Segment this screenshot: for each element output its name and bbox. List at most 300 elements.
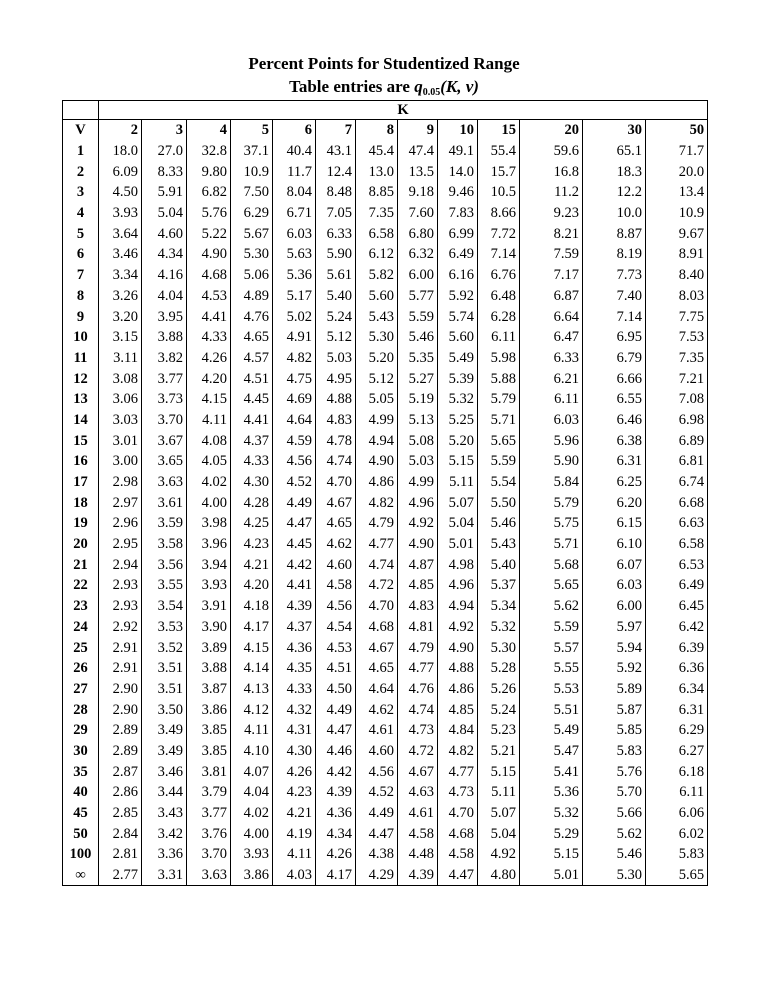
table-cell: 6.11: [478, 327, 520, 348]
table-cell: 3.73: [142, 389, 187, 410]
table-cell: 5.46: [478, 513, 520, 534]
table-cell: 4.47: [356, 823, 398, 844]
table-cell: 4.99: [398, 472, 438, 493]
v-value: 17: [63, 472, 99, 493]
table-cell: 5.30: [478, 637, 520, 658]
v-value: 30: [63, 741, 99, 762]
table-cell: 5.83: [646, 844, 708, 865]
table-cell: 4.34: [316, 823, 356, 844]
table-cell: 13.0: [356, 161, 398, 182]
v-value: 35: [63, 761, 99, 782]
k-column-header: 3: [142, 120, 187, 141]
table-row: [63, 823, 708, 844]
v-value: 29: [63, 720, 99, 741]
table-cell: 6.31: [583, 451, 646, 472]
table-cell: 65.1: [583, 141, 646, 162]
table-cell: 3.56: [142, 554, 187, 575]
table-cell: 6.48: [478, 286, 520, 307]
table-cell: 4.52: [273, 472, 316, 493]
table-row: [63, 720, 708, 741]
table-cell: 12.2: [583, 182, 646, 203]
table-row: [63, 596, 708, 617]
table-cell: 4.19: [273, 823, 316, 844]
table-cell: 4.39: [316, 782, 356, 803]
table-cell: 5.32: [520, 803, 583, 824]
table-cell: 4.53: [187, 286, 231, 307]
table-cell: 6.98: [646, 410, 708, 431]
table-cell: 5.04: [142, 203, 187, 224]
table-cell: 4.60: [316, 554, 356, 575]
table-cell: 4.85: [438, 699, 478, 720]
table-cell: 5.82: [356, 265, 398, 286]
table-cell: 6.49: [438, 244, 478, 265]
table-row: [63, 161, 708, 182]
table-cell: 4.74: [316, 451, 356, 472]
table-cell: 4.59: [273, 430, 316, 451]
table-cell: 4.02: [187, 472, 231, 493]
table-cell: 5.71: [478, 410, 520, 431]
table-row: [63, 286, 708, 307]
table-cell: 7.73: [583, 265, 646, 286]
table-cell: 4.26: [316, 844, 356, 865]
k-column-header: 6: [273, 120, 316, 141]
v-value: 2: [63, 161, 99, 182]
table-cell: 6.29: [646, 720, 708, 741]
table-cell: 4.47: [316, 720, 356, 741]
table-cell: 6.00: [398, 265, 438, 286]
table-cell: 4.86: [438, 679, 478, 700]
v-value: 100: [63, 844, 99, 865]
table-cell: 4.77: [398, 658, 438, 679]
table-cell: 9.46: [438, 182, 478, 203]
table-cell: 2.97: [99, 492, 142, 513]
table-cell: 7.05: [316, 203, 356, 224]
table-cell: 6.33: [316, 223, 356, 244]
table-cell: 9.23: [520, 203, 583, 224]
table-cell: 4.53: [316, 637, 356, 658]
table-cell: 3.88: [187, 658, 231, 679]
table-cell: 3.59: [142, 513, 187, 534]
table-cell: 4.02: [231, 803, 273, 824]
table-cell: 47.4: [398, 141, 438, 162]
k-column-header: 5: [231, 120, 273, 141]
table-cell: 3.93: [187, 575, 231, 596]
table-row: [63, 223, 708, 244]
table-cell: 4.37: [273, 617, 316, 638]
table-cell: 9.80: [187, 161, 231, 182]
table-cell: 5.35: [398, 348, 438, 369]
table-cell: 5.36: [520, 782, 583, 803]
table-cell: 2.90: [99, 699, 142, 720]
table-cell: 7.08: [646, 389, 708, 410]
table-cell: 4.94: [438, 596, 478, 617]
table-cell: 6.82: [187, 182, 231, 203]
table-cell: 6.45: [646, 596, 708, 617]
table-cell: 5.05: [356, 389, 398, 410]
table-cell: 4.80: [478, 865, 520, 886]
table-cell: 2.93: [99, 596, 142, 617]
table-cell: 4.28: [231, 492, 273, 513]
table-cell: 5.43: [356, 306, 398, 327]
table-cell: 6.07: [583, 554, 646, 575]
table-cell: 5.20: [438, 430, 478, 451]
table-cell: 4.04: [142, 286, 187, 307]
table-cell: 5.04: [478, 823, 520, 844]
table-cell: 5.27: [398, 368, 438, 389]
table-cell: 2.77: [99, 865, 142, 886]
table-cell: 4.29: [356, 865, 398, 886]
table-cell: 6.27: [646, 741, 708, 762]
table-cell: 5.15: [438, 451, 478, 472]
table-cell: 5.97: [583, 617, 646, 638]
table-cell: 4.36: [316, 803, 356, 824]
table-cell: 4.30: [273, 741, 316, 762]
table-cell: 7.59: [520, 244, 583, 265]
table-cell: 18.3: [583, 161, 646, 182]
table-cell: 5.59: [520, 617, 583, 638]
k-label: K: [99, 101, 708, 120]
table-cell: 43.1: [316, 141, 356, 162]
v-value: 25: [63, 637, 99, 658]
table-cell: 4.68: [356, 617, 398, 638]
table-cell: 4.61: [398, 803, 438, 824]
table-cell: 4.57: [231, 348, 273, 369]
table-row: [63, 410, 708, 431]
k-column-header: 15: [478, 120, 520, 141]
v-value: 8: [63, 286, 99, 307]
subtitle-subscript: 0.05: [422, 87, 441, 98]
table-cell: 4.49: [356, 803, 398, 824]
table-row: [63, 203, 708, 224]
table-cell: 4.56: [356, 761, 398, 782]
table-cell: 6.31: [646, 699, 708, 720]
table-cell: 4.30: [231, 472, 273, 493]
table-cell: 4.05: [187, 451, 231, 472]
v-value: 21: [63, 554, 99, 575]
table-cell: 4.04: [231, 782, 273, 803]
table-cell: 5.70: [583, 782, 646, 803]
table-cell: 10.0: [583, 203, 646, 224]
table-cell: 4.26: [273, 761, 316, 782]
table-cell: 7.75: [646, 306, 708, 327]
table-cell: 45.4: [356, 141, 398, 162]
table-cell: 3.98: [187, 513, 231, 534]
v-value: 5: [63, 223, 99, 244]
table-cell: 5.71: [520, 534, 583, 555]
table-cell: 4.14: [231, 658, 273, 679]
table-cell: 4.78: [316, 430, 356, 451]
table-cell: 4.33: [231, 451, 273, 472]
table-cell: 4.10: [231, 741, 273, 762]
table-row: [63, 534, 708, 555]
table-cell: 4.95: [316, 368, 356, 389]
table-cell: 6.03: [583, 575, 646, 596]
table-cell: 5.65: [478, 430, 520, 451]
table-cell: 3.36: [142, 844, 187, 865]
table-cell: 6.58: [646, 534, 708, 555]
table-cell: 4.74: [398, 699, 438, 720]
table-cell: 4.69: [273, 389, 316, 410]
table-cell: 5.67: [231, 223, 273, 244]
k-column-header: 50: [646, 120, 708, 141]
table-cell: 5.39: [438, 368, 478, 389]
table-cell: 2.89: [99, 720, 142, 741]
table-cell: 4.00: [187, 492, 231, 513]
table-cell: 18.0: [99, 141, 142, 162]
table-row: [63, 451, 708, 472]
table-cell: 5.77: [398, 286, 438, 307]
table-row: [63, 699, 708, 720]
v-value: 11: [63, 348, 99, 369]
table-cell: 49.1: [438, 141, 478, 162]
table-cell: 3.03: [99, 410, 142, 431]
table-cell: 3.96: [187, 534, 231, 555]
table-cell: 4.92: [398, 513, 438, 534]
table-cell: 5.90: [316, 244, 356, 265]
table-row: [63, 368, 708, 389]
table-cell: 5.91: [142, 182, 187, 203]
table-cell: 14.0: [438, 161, 478, 182]
table-cell: 4.86: [356, 472, 398, 493]
table-cell: 5.15: [478, 761, 520, 782]
table-cell: 3.55: [142, 575, 187, 596]
page-title: Percent Points for Studentized Range: [248, 54, 520, 73]
table-cell: 8.85: [356, 182, 398, 203]
table-cell: 3.43: [142, 803, 187, 824]
table-cell: 13.5: [398, 161, 438, 182]
table-cell: 6.99: [438, 223, 478, 244]
table-cell: 4.83: [398, 596, 438, 617]
table-cell: 2.84: [99, 823, 142, 844]
table-cell: 4.16: [142, 265, 187, 286]
table-cell: 3.86: [231, 865, 273, 886]
v-value: 7: [63, 265, 99, 286]
table-cell: 5.19: [398, 389, 438, 410]
table-cell: 5.51: [520, 699, 583, 720]
table-cell: 3.85: [187, 720, 231, 741]
table-cell: 37.1: [231, 141, 273, 162]
table-cell: 6.11: [646, 782, 708, 803]
table-cell: 2.98: [99, 472, 142, 493]
table-cell: 5.32: [438, 389, 478, 410]
table-cell: 3.49: [142, 720, 187, 741]
table-cell: 5.66: [583, 803, 646, 824]
table-cell: 11.7: [273, 161, 316, 182]
table-cell: 4.60: [356, 741, 398, 762]
table-cell: 4.15: [231, 637, 273, 658]
table-cell: 10.9: [646, 203, 708, 224]
table-cell: 6.34: [646, 679, 708, 700]
table-cell: 6.20: [583, 492, 646, 513]
table-cell: 5.76: [583, 761, 646, 782]
table-cell: 2.96: [99, 513, 142, 534]
table-row: [63, 865, 708, 886]
table-cell: 4.42: [316, 761, 356, 782]
table-cell: 5.49: [438, 348, 478, 369]
table-cell: 4.36: [273, 637, 316, 658]
table-cell: 4.90: [438, 637, 478, 658]
table-cell: 8.48: [316, 182, 356, 203]
table-cell: 4.48: [398, 844, 438, 865]
table-cell: 3.51: [142, 679, 187, 700]
table-row: [63, 637, 708, 658]
table-cell: 6.74: [646, 472, 708, 493]
v-value: 9: [63, 306, 99, 327]
k-column-header: 30: [583, 120, 646, 141]
table-row: [63, 844, 708, 865]
table-cell: 4.58: [316, 575, 356, 596]
table-cell: 6.33: [520, 348, 583, 369]
table-cell: 6.55: [583, 389, 646, 410]
table-row: [63, 348, 708, 369]
table-cell: 2.90: [99, 679, 142, 700]
table-cell: 4.84: [438, 720, 478, 741]
table-cell: 3.58: [142, 534, 187, 555]
table-cell: 4.23: [231, 534, 273, 555]
table-cell: 5.30: [583, 865, 646, 886]
table-cell: 3.63: [142, 472, 187, 493]
table-cell: 4.49: [273, 492, 316, 513]
table-cell: 5.98: [478, 348, 520, 369]
table-cell: 4.96: [438, 575, 478, 596]
v-value: 12: [63, 368, 99, 389]
table-cell: 8.21: [520, 223, 583, 244]
table-cell: 5.61: [316, 265, 356, 286]
table-cell: 5.65: [520, 575, 583, 596]
v-value: 19: [63, 513, 99, 534]
table-cell: 2.81: [99, 844, 142, 865]
table-cell: 4.03: [273, 865, 316, 886]
table-cell: 7.50: [231, 182, 273, 203]
table-row: [63, 265, 708, 286]
table-cell: 2.85: [99, 803, 142, 824]
table-cell: 3.79: [187, 782, 231, 803]
k-column-header: 7: [316, 120, 356, 141]
table-cell: 5.13: [398, 410, 438, 431]
studentized-range-table: [62, 100, 708, 886]
table-cell: 6.63: [646, 513, 708, 534]
v-value: ∞: [63, 865, 99, 886]
table-cell: 2.87: [99, 761, 142, 782]
table-cell: 6.47: [520, 327, 583, 348]
table-cell: 4.41: [187, 306, 231, 327]
table-cell: 4.73: [398, 720, 438, 741]
table-cell: 4.07: [231, 761, 273, 782]
table-cell: 7.14: [478, 244, 520, 265]
table-cell: 4.82: [438, 741, 478, 762]
table-cell: 5.02: [273, 306, 316, 327]
table-cell: 6.16: [438, 265, 478, 286]
table-cell: 4.89: [231, 286, 273, 307]
table-cell: 7.21: [646, 368, 708, 389]
table-cell: 4.81: [398, 617, 438, 638]
table-cell: 5.62: [583, 823, 646, 844]
k-column-header: 10: [438, 120, 478, 141]
v-value: 45: [63, 803, 99, 824]
table-cell: 2.89: [99, 741, 142, 762]
table-cell: 3.81: [187, 761, 231, 782]
table-cell: 5.57: [520, 637, 583, 658]
table-cell: 6.71: [273, 203, 316, 224]
table-cell: 5.68: [520, 554, 583, 575]
subtitle-args: (K, v): [440, 77, 479, 96]
table-cell: 20.0: [646, 161, 708, 182]
table-cell: 3.61: [142, 492, 187, 513]
table-cell: 3.11: [99, 348, 142, 369]
table-cell: 4.77: [438, 761, 478, 782]
table-cell: 8.03: [646, 286, 708, 307]
table-row: [63, 761, 708, 782]
table-cell: 6.28: [478, 306, 520, 327]
table-cell: 5.40: [316, 286, 356, 307]
table-cell: 4.11: [273, 844, 316, 865]
table-cell: 8.04: [273, 182, 316, 203]
table-cell: 4.67: [398, 761, 438, 782]
table-cell: 4.76: [231, 306, 273, 327]
table-cell: 8.19: [583, 244, 646, 265]
table-cell: 3.00: [99, 451, 142, 472]
table-cell: 7.35: [356, 203, 398, 224]
table-cell: 4.33: [187, 327, 231, 348]
table-cell: 5.25: [438, 410, 478, 431]
table-cell: 6.11: [520, 389, 583, 410]
k-column-header: 20: [520, 120, 583, 141]
table-cell: 5.53: [520, 679, 583, 700]
table-cell: 6.03: [273, 223, 316, 244]
table-cell: 4.51: [316, 658, 356, 679]
table-cell: 4.51: [231, 368, 273, 389]
table-cell: 4.26: [187, 348, 231, 369]
table-cell: 5.90: [520, 451, 583, 472]
table-cell: 4.94: [356, 430, 398, 451]
table-cell: 6.87: [520, 286, 583, 307]
table-cell: 5.83: [583, 741, 646, 762]
table-cell: 3.44: [142, 782, 187, 803]
table-cell: 5.24: [478, 699, 520, 720]
table-cell: 3.70: [142, 410, 187, 431]
table-cell: 4.72: [398, 741, 438, 762]
table-cell: 5.12: [316, 327, 356, 348]
table-cell: 5.79: [478, 389, 520, 410]
table-cell: 5.37: [478, 575, 520, 596]
v-value: 18: [63, 492, 99, 513]
table-cell: 6.95: [583, 327, 646, 348]
table-cell: 3.15: [99, 327, 142, 348]
table-cell: 4.98: [438, 554, 478, 575]
table-cell: 4.17: [231, 617, 273, 638]
table-cell: 4.65: [316, 513, 356, 534]
subtitle-prefix: Table entries are: [289, 77, 415, 96]
k-column-header: 9: [398, 120, 438, 141]
table-cell: 8.33: [142, 161, 187, 182]
v-value: 4: [63, 203, 99, 224]
subtitle-q: q: [414, 77, 423, 96]
table-cell: 5.60: [356, 286, 398, 307]
table-cell: 4.49: [316, 699, 356, 720]
column-header-row: [63, 120, 708, 141]
table-cell: 6.58: [356, 223, 398, 244]
table-cell: 7.83: [438, 203, 478, 224]
table-cell: 40.4: [273, 141, 316, 162]
table-cell: 3.54: [142, 596, 187, 617]
table-cell: 3.51: [142, 658, 187, 679]
table-cell: 32.8: [187, 141, 231, 162]
table-cell: 3.65: [142, 451, 187, 472]
table-cell: 5.36: [273, 265, 316, 286]
table-cell: 5.76: [187, 203, 231, 224]
table-cell: 4.33: [273, 679, 316, 700]
table-row: [63, 306, 708, 327]
